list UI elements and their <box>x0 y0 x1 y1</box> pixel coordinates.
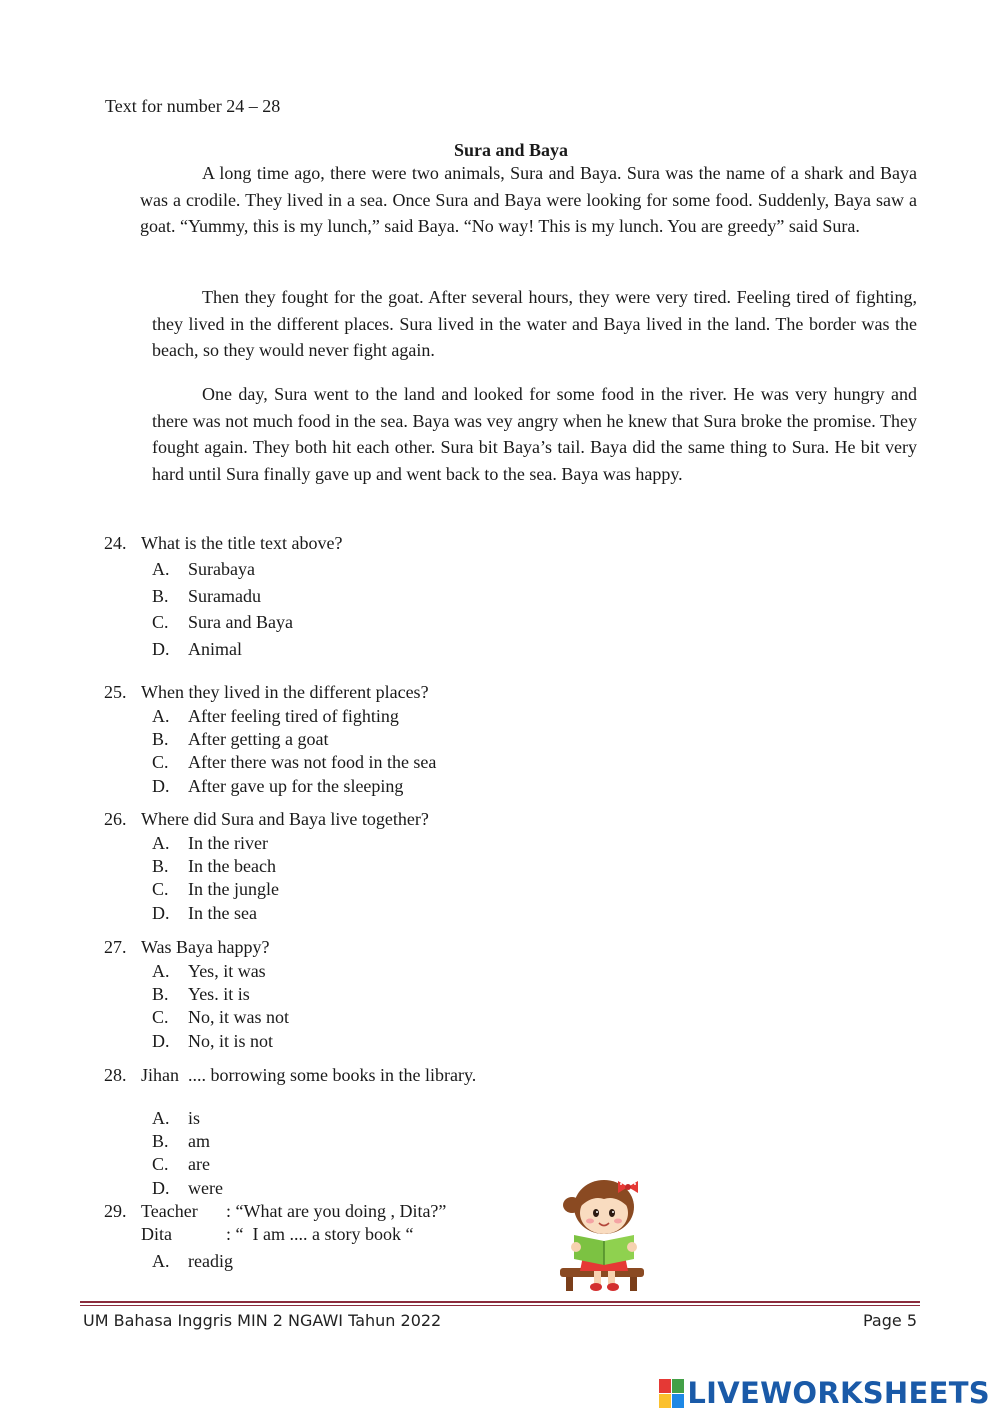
liveworksheets-icon <box>659 1379 683 1407</box>
option-26-b[interactable]: B. In the beach <box>152 856 276 876</box>
option-27-a[interactable]: A. Yes, it was <box>152 961 266 981</box>
option-28-b[interactable]: B. am <box>152 1131 210 1151</box>
option-28-c[interactable]: C. are <box>152 1154 210 1174</box>
question-text: When they lived in the different places? <box>141 682 429 702</box>
dialog-line-teacher: : “What are you doing , Dita?” <box>226 1201 447 1221</box>
question-28 <box>104 1065 476 1086</box>
option-26-a[interactable]: A. In the river <box>152 833 268 853</box>
question-29 <box>104 1201 446 1222</box>
option-24-a[interactable]: A. Surabaya <box>152 559 255 579</box>
option-26-d[interactable]: D. In the sea <box>152 903 257 923</box>
liveworksheets-wordmark: LIVEWORKSHEETS <box>687 1376 990 1410</box>
dialog-speaker-dita: Dita <box>141 1224 172 1244</box>
option-29-a[interactable]: A. readig <box>152 1251 233 1271</box>
option-28-d[interactable]: D. were <box>152 1178 223 1198</box>
story-title: Sura and Baya <box>453 140 569 160</box>
question-number: 29. <box>104 1201 127 1221</box>
footer-rule-thin <box>80 1305 920 1306</box>
question-text: Jihan .... borrowing some books in the library. <box>141 1065 477 1085</box>
dialog-speaker-teacher: Teacher <box>141 1201 198 1221</box>
option-26-c[interactable]: C. In the jungle <box>152 879 279 899</box>
girl-reading-illustration <box>558 1173 650 1293</box>
option-24-b[interactable]: B. Suramadu <box>152 586 261 606</box>
intro-text: Text for number 24 – 28 <box>105 96 281 116</box>
question-text: What is the title text above? <box>141 533 343 553</box>
story-paragraph-2: Then they fought for the goat. After several hours, they were very tired. Feeling tired of fighting, they lived in the different places. Sura lived in the water and Baya lived in the land. The border was the beach, so they would never fight again. <box>152 287 917 360</box>
question-text: Where did Sura and Baya live together? <box>141 809 429 829</box>
footer-rule <box>80 1301 920 1303</box>
question-number: 26. <box>104 809 127 829</box>
option-27-b[interactable]: B. Yes. it is <box>152 984 250 1004</box>
question-number: 27. <box>104 937 127 957</box>
option-27-c[interactable]: C. No, it was not <box>152 1007 289 1027</box>
option-27-d[interactable]: D. No, it is not <box>152 1031 274 1051</box>
question-number: 24. <box>104 533 127 553</box>
option-25-a[interactable]: A. After feeling tired of fighting <box>152 706 399 726</box>
option-25-d[interactable]: D. After gave up for the sleeping <box>152 776 404 796</box>
story-paragraph-3: One day, Sura went to the land and looked for some food in the river. He was very hungry and there was not much food in the sea. Baya was vey angry when he knew that Sura broke the promise. They fought again. They both hit each other. Sura bit Baya’s tail. Baya did the same thing to Sura. He bit very hard until Sura finally gave up and went back to the sea. Baya was happy. <box>152 384 917 484</box>
footer-page-number: Page 5 <box>863 1311 917 1330</box>
footer-exam-title: UM Bahasa Inggris MIN 2 NGAWI Tahun 2022 <box>83 1311 442 1330</box>
question-26 <box>104 809 429 830</box>
question-number: 28. <box>104 1065 127 1085</box>
dialog-line-dita: : “ I am .... a story book “ <box>226 1224 414 1244</box>
option-24-d[interactable]: D. Animal <box>152 639 242 659</box>
question-27 <box>104 937 270 958</box>
question-number: 25. <box>104 682 127 702</box>
liveworksheets-logo[interactable] <box>659 1376 990 1410</box>
option-25-c[interactable]: C. After there was not food in the sea <box>152 752 437 772</box>
option-25-b[interactable]: B. After getting a goat <box>152 729 329 749</box>
question-text: Was Baya happy? <box>141 937 270 957</box>
option-24-c[interactable]: C. Sura and Baya <box>152 612 293 632</box>
option-28-a[interactable]: A. is <box>152 1108 201 1128</box>
question-25 <box>104 682 429 703</box>
question-24 <box>104 533 342 554</box>
story-paragraph-1: A long time ago, there were two animals, Sura and Baya. Sura was the name of a shark and Baya was a crodile. They lived in a sea. Once Sura and Baya were looking for some food. Suddenly, Baya saw a goat. “Yummy, this is my lunch,” said Baya. “No way! This is my lunch. You are greedy” said Sura. <box>140 163 917 236</box>
question-29-dialog-2 <box>141 1224 413 1245</box>
